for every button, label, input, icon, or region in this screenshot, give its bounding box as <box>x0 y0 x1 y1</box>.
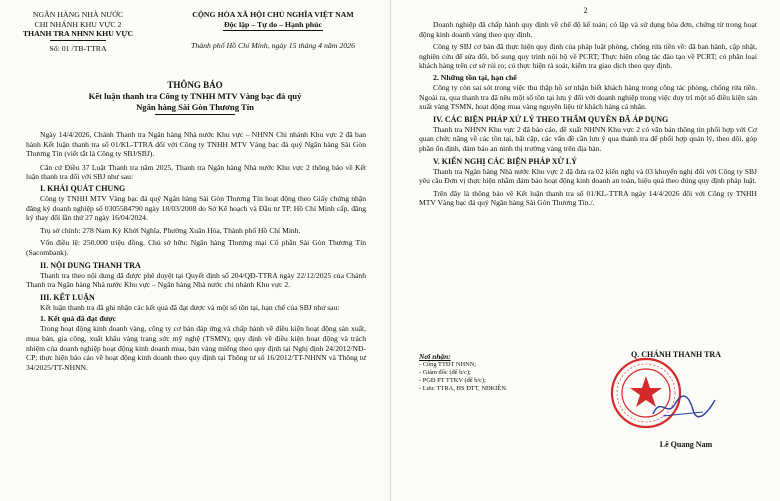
section-1-heading: I. KHÁI QUÁT CHUNG <box>40 183 126 193</box>
shortcomings-subheading: 2. Những tồn tại, hạn chế <box>433 72 517 82</box>
closing-paragraph: Trên đây là thông báo về Kết luận thanh tra số 01/KL-TTRA ngày 14/4/2026 đối với Công ty TNHH MTV Vàng bạc đá quý Ngân hàng Sài Gòn Thương Tín./. <box>419 188 757 208</box>
agency-line-3: THANH TRA NHNN KHU VỰC <box>22 29 134 39</box>
page-1-body <box>26 130 366 372</box>
recipient-item: - Giám đốc (để b/c); <box>419 369 471 376</box>
intro-paragraph: Ngày 14/4/2026, Chánh Thanh tra Ngân hàng Nhà nước Khu vực – NHNN Chi nhánh Khu vực 2 đã ban hành Kết luận thanh tra số 01/KL-TTRA đối với Công ty TNHH MTV Vàng bạc đá quý Ngân hàng Sài Gòn Thương Tín (viết tắt là Công ty SBJ/SBJ). <box>26 130 366 159</box>
agency-line-2: CHI NHÁNH KHU VỰC 2 <box>34 19 122 29</box>
document-title-line-2: Ngân hàng Sài Gòn Thương Tín <box>136 101 254 112</box>
conclusion-intro-paragraph: Kết luận thanh tra đã ghi nhận các kết quả đã đạt được và một số tồn tại, hạn chế của SBJ như sau: <box>40 302 340 312</box>
recommendations-paragraph: Thanh tra Ngân hàng Nhà nước Khu vực 2 đã đưa ra 02 kiến nghị và 03 khuyến nghị đối với Công ty SBJ yêu cầu Đơn vị thực hiện nhằm đảm bảo hoạt động kinh doanh an toàn, hiệu quả theo đúng quy định pháp luật. <box>419 166 757 186</box>
accounting-compliance-paragraph: Doanh nghiệp đã chấp hành quy định về chế độ kế toán; có lập và sử dụng hóa đơn, chứng từ trong hoạt động kinh doanh vàng theo quy định. <box>419 20 757 39</box>
recipient-item: - PGĐ PT TTKV (để b/c); <box>419 377 486 384</box>
section-5-heading: V. KIẾN NGHỊ CÁC BIỆN PHÁP XỬ LÝ <box>433 156 578 166</box>
section-3-heading: III. KẾT LUẬN <box>40 292 95 302</box>
place-and-date: Thành phố Hồ Chí Minh, ngày 15 tháng 4 năm 2026 <box>191 41 355 51</box>
results-paragraph: Trong hoạt động kinh doanh vàng, công ty cơ bản đáp ứng và chấp hành về điều kiện hoạt động sản xuất, mua bán, gia công, xuất khẩu vàng trang sức mỹ nghệ (TSMN); quy định về điều kiện hoạt động và trách nhiệm của doanh nghiệp hoạt động kinh doanh mua, bán vàng miếng theo quy định tại Nghị định 24/2012/NĐ-CP; thực hiện báo cáo về hoạt động kinh doanh theo quy định tại Thông tư số 16/2012/TT-NHNN và Thông tư 34/2025/TT-NHNN. <box>26 324 366 372</box>
document-number: Số: 01 /TB-TTRA <box>49 43 107 53</box>
shortcomings-paragraph: Công ty còn sai sót trong việc thu thập hồ sơ nhận biết khách hàng trong công tác phòng, chống rửa tiền. Ngoài ra, qua thanh tra đã nêu một số tồn tại lưu ý đối với doanh nghiệp trong việc duy trì một số điều kiện sản xuất vàng TSMN, hoạt động mua vàng nguyên liệu từ khách hàng cá nhân. <box>419 82 757 112</box>
recipients-block <box>419 352 569 393</box>
company-registration-paragraph: Công ty TNHH MTV Vàng bạc đá quý Ngân hàng Sài Gòn Thương Tín hoạt động theo Giấy chứng nhận đăng ký doanh nghiệp số 0305584790 ngày 18/03/2008 do Sở Kế hoạch và Đầu tư TP. Hồ Chí Minh cấp, đăng ký thay đổi lần thứ 27 ngày 16/04/2024. <box>26 193 366 223</box>
section-4-heading: IV. CÁC BIỆN PHÁP XỬ LÝ THEO THẨM QUYỀN ĐÃ ÁP DỤNG <box>433 114 669 124</box>
section-2-heading: II. NỘI DUNG THANH TRA <box>40 260 141 270</box>
issuing-agency <box>18 10 138 53</box>
document-page-2 <box>391 0 780 501</box>
national-header <box>166 10 380 51</box>
recipient-item: - Cổng TTĐT NHNN; <box>419 361 477 368</box>
agency-underline <box>50 40 106 41</box>
charter-capital-paragraph: Vốn điều lệ: 250.000 triệu đồng. Chủ sở hữu: Ngân hàng Thương mại Cổ phần Sài Gòn Thương Tín (Sacombank). <box>26 238 366 257</box>
recipient-item: - Lưu: TTRA, HS ĐTT, NĐKIÊN. <box>419 385 508 392</box>
results-subheading: 1. Kết quả đã đạt được <box>40 314 117 324</box>
measures-applied-paragraph: Thanh tra NHNN Khu vực 2 đã báo cáo, đề xuất NHNN Khu vực 2 có văn bản thông tin phối hợp với Cơ quan chức năng về các tồn tại, bất cập, các vấn đề cần lưu ý qua thanh tra để phối hợp quản lý, theo dõi, góp phần ổn định, đảm bảo an ninh thị trường vàng trên địa bàn. <box>419 124 757 153</box>
page-number: 2 <box>583 6 588 15</box>
document-title-line-1: Kết luận thanh tra Công ty TNHH MTV Vàng bạc đá quý <box>88 91 302 101</box>
signer-name: Lê Quang Nam <box>659 440 713 449</box>
signer-title: Q. CHÁNH THANH TRA <box>631 350 721 359</box>
inspection-scope-paragraph: Thanh tra theo nội dung đã được phê duyệt tại Quyết định số 204/QĐ-TTRA ngày 22/12/2025 của Chánh Thanh tra Ngân hàng Nhà nước Khu vực – Ngân hàng Nhà nước chi nhánh Khu vực 2. <box>26 270 366 290</box>
agency-line-1: NGÂN HÀNG NHÀ NƯỚC <box>32 10 124 19</box>
recipients-title: Nơi nhận: <box>419 352 451 361</box>
document-title-block <box>0 80 390 115</box>
head-office-paragraph: Trụ sở chính: 278 Nam Kỳ Khởi Nghĩa, Phường Xuân Hòa, Thành phố Hồ Chí Minh. <box>40 225 301 235</box>
title-underline <box>155 114 235 115</box>
national-motto: Độc lập – Tự do – Hạnh phúc <box>224 19 322 29</box>
page-2-body <box>419 20 757 208</box>
document-type: THÔNG BÁO <box>167 80 223 90</box>
handwritten-signature <box>649 392 719 422</box>
motto-underline <box>223 30 323 31</box>
country-name: CỘNG HÒA XÃ HỘI CHỦ NGHĨA VIỆT NAM <box>192 10 354 19</box>
aml-compliance-paragraph: Công ty SBJ cơ bản đã thực hiện quy định của pháp luật phòng, chống rửa tiền về: đã ban hành, cập nhật, nghiên cứu để sửa đổi, bổ sung quy trình nội bộ về PCRT; Thực hiện công tác đào tạo về PCRT; có phân loại khách hàng trên cơ sở rủi ro; có thực hiện rà soát, kiểm tra giao dịch theo quy định. <box>419 42 757 71</box>
legal-basis-paragraph: Căn cứ Điều 37 Luật Thanh tra năm 2025, Thanh tra Ngân hàng Nhà nước Khu vực 2 thông báo về Kết luận thanh tra đối với SBJ như sau: <box>26 162 366 182</box>
